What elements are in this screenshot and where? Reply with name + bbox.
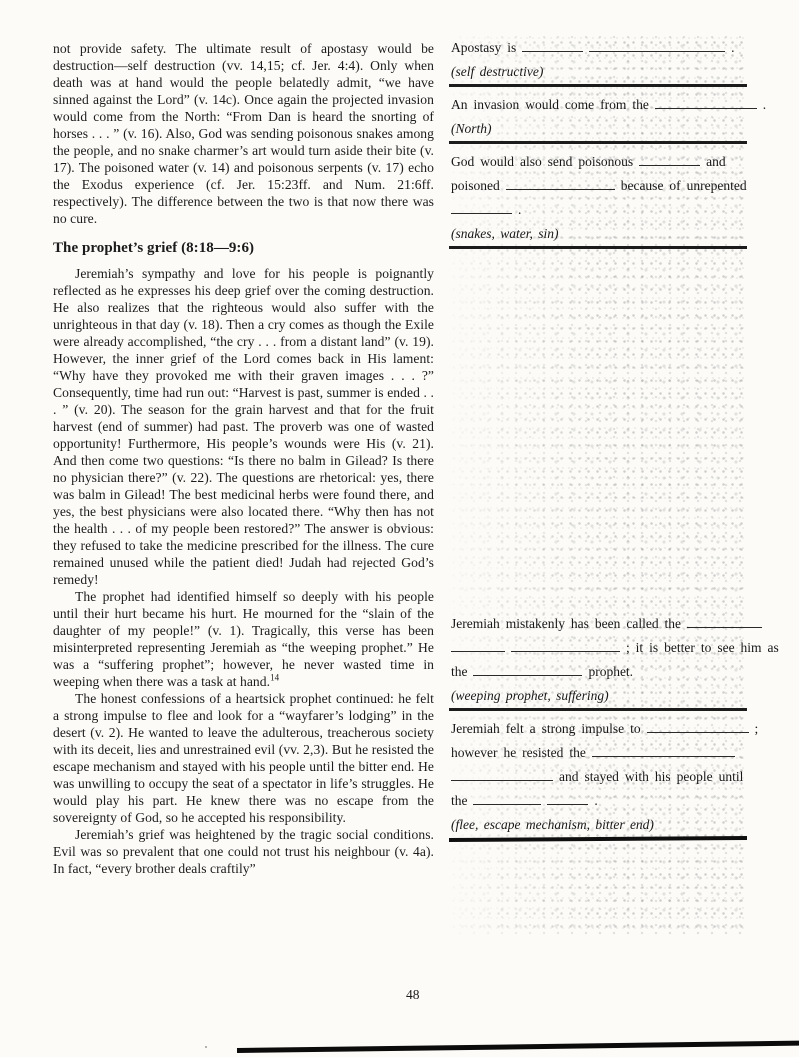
answer-key: (weeping prophet, suffering) (451, 688, 609, 703)
fill-in-blank (592, 745, 735, 757)
paragraph (53, 588, 434, 690)
worksheet-block (449, 606, 779, 708)
fill-in-line: . (451, 198, 747, 222)
worksheet-blank-space (449, 249, 747, 606)
answer-key: (North) (451, 121, 492, 136)
worksheet-bottom-group (449, 606, 779, 841)
fill-in-line: God would also send poisonous and (451, 154, 726, 169)
worksheet-top-group (449, 36, 767, 249)
separator-rule (449, 836, 747, 842)
fill-in-line: and stayed with his people until (451, 765, 747, 789)
fill-in-line: however he resisted the (451, 741, 747, 765)
fill-in-blank (547, 793, 588, 805)
paragraph: not provide safety. The ultimate result of apostasy would be destruction—self destruction (vv. 14,15; cf. Jer. 4:4). Only when death was at hand would the people belatedly admit, “we have sinned against the Lord” (v. 14c). Once again the projected invasion would come from the North: “From Dan is heard the snorting of horses . . . ” (v. 16). Also, God was sending poisonous snakes among the people, and no snake charmer’s art would turn aside their bite (v. 17). The poisoned water (v. 14) and poisonous serpents (v. 17) echo the Exodus experience (cf. Jer. 15:23ff. and Num. 21:6ff. respectively). The difference between the two is that now there was no cure. (53, 41, 434, 226)
paragraph: The honest confessions of a heartsick prophet continued: he felt a strong impulse to flee and look for a “wayfarer’s lodging” in the desert (v. 2). He wanted to leave the adulterous, treacherous society with its deceit, lies and unrestrained evil (vv. 2,3). But he resisted the escape mechanism and stayed with his people until the bitter end. He was unwilling to occupy the seat of a spectator in life’s struggles. He would play his part. He knew there was no escape from the sovereignty of God, so he accepted his responsibility. (53, 691, 434, 825)
worksheet-block (449, 711, 759, 837)
fill-in-line: the prophet. (451, 664, 634, 679)
answer-key: (snakes, water, sin) (451, 226, 559, 241)
worksheet-column (449, 36, 779, 935)
scan-speck (205, 1046, 207, 1048)
fill-in-blank (506, 178, 615, 190)
answer-key: (self destructive) (451, 64, 544, 79)
fill-in-line: Jeremiah felt a strong impulse to ; (451, 721, 759, 736)
fill-in-line: ; it is better to see him as (451, 636, 747, 660)
fill-in-blank (522, 40, 583, 52)
fill-in-blank (639, 154, 700, 166)
fill-in-line: the . (451, 793, 598, 808)
fill-in-blank (511, 640, 620, 652)
worksheet-block (449, 36, 747, 84)
footnote-marker: 14 (270, 672, 280, 683)
answer-key: (flee, escape mechanism, bitter end) (451, 817, 654, 832)
fill-in-line: poisoned because of unrepented (451, 178, 747, 193)
fill-in-line: Jeremiah mistakenly has been called the (451, 612, 747, 636)
worksheet-block (449, 144, 747, 246)
fill-in-blank (473, 664, 582, 676)
paragraph-text: The prophet had identified himself so deeply with his people until their hurt became his hurt. He mourned for the “slain of the daughter of my people!” (v. 1). Tragically, this verse has been misinterpreted representing Jeremiah as “the weeping prophet.” He was a “suffering prophet”; however, he never wasted time in weeping when there was a task at hand. (53, 589, 434, 689)
worksheet-block (449, 87, 767, 141)
fill-in-blank (451, 640, 505, 652)
fill-in-blank (451, 769, 553, 781)
fill-in-blank (687, 616, 762, 628)
scan-artifact-bar (237, 1041, 799, 1053)
page-number: 48 (406, 987, 420, 1002)
paragraph: Jeremiah’s sympathy and love for his people is poignantly reflected as he expresses his deep grief over the coming destruction. He also realizes that the righteous would also suffer with the unrighteous in that day (v. 18). Then a cry comes as though the Exile were already accomplished, “the cry . . . from a distant land” (v. 19). However, the inner grief of the Lord comes back in His lament: “Why have they provoked me with their graven images . . . ?” Consequently, time had run out: “Harvest is past, summer is ended . . . ” (v. 20). The season for the grain harvest and that for the fruit harvest (end of summer) had past. The proverb was one of wasted opportunity! Furthermore, His people’s wounds were His (v. 21). And then come two questions: “Is there no balm in Gilead? Is there no physician there?” (v. 22). The questions are rhetorical: yes, there was balm in Gilead! The best medicinal herbs were found there, and yes, the best physicians were also located there. “Why then has not the health . . . of my people been restored?” The answer is obvious: they refused to take the medicine prescribed for the illness. The cure remained unused while the patient died! Judah had rejected God’s remedy! (53, 266, 434, 587)
article-column (53, 40, 434, 877)
fill-in-line: Apostasy is . (451, 40, 735, 55)
fill-in-blank (655, 97, 757, 109)
paragraph: Jeremiah’s grief was heightened by the tragic social conditions. Evil was so prevalent that one could not trust his neighbour (v. 4a). In fact, “every brother deals craftily” (53, 827, 434, 876)
section-heading: The prophet’s grief (8:18—9:6) (53, 240, 255, 256)
fill-in-line: An invasion would come from the . (451, 97, 767, 112)
fill-in-blank (589, 40, 725, 52)
fill-in-blank (451, 202, 512, 214)
fill-in-blank (473, 793, 541, 805)
fill-in-blank (647, 721, 749, 733)
